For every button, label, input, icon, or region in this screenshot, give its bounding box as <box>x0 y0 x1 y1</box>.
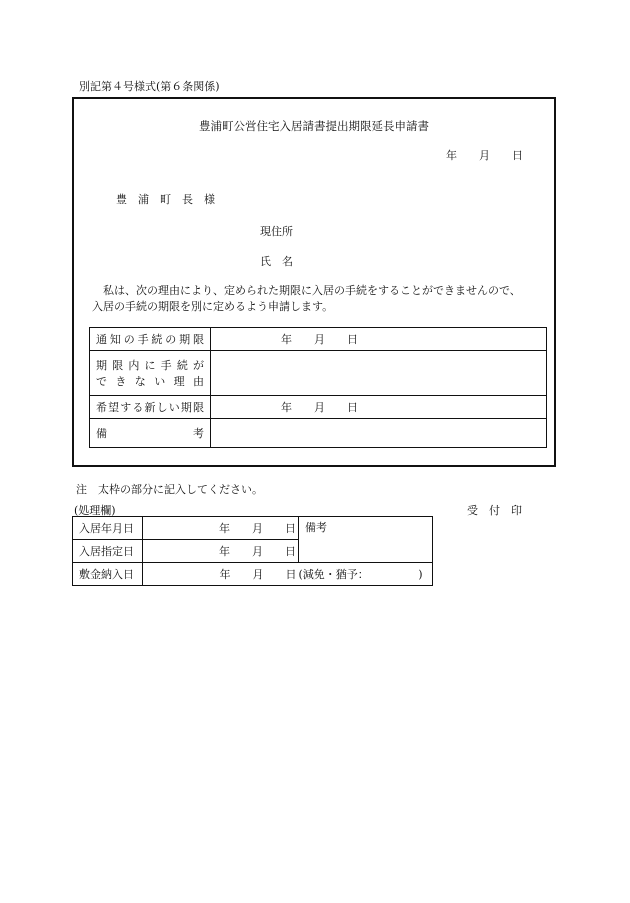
notice-deadline-field[interactable]: 年 月 日 <box>211 328 547 351</box>
deposit-date-field[interactable]: 年 月 日 <box>143 563 299 586</box>
name-label: 氏 名 <box>260 255 293 268</box>
table-row <box>73 517 433 540</box>
reception-stamp-label: 受 付 印 <box>467 504 522 517</box>
processing-remarks: 備考 <box>299 517 433 563</box>
notice-deadline-label: 通知の手続の期限 <box>90 328 211 351</box>
note-text: 注 太枠の部分に記入してください。 <box>76 483 263 496</box>
addressee: 豊 浦 町 長 様 <box>116 193 215 206</box>
application-frame <box>72 97 556 467</box>
address-label: 現住所 <box>260 225 293 238</box>
remarks-field[interactable] <box>211 419 547 448</box>
reason-label: 期限内に手続が できない理由 <box>90 351 211 396</box>
new-deadline-field[interactable]: 年 月 日 <box>211 396 547 419</box>
table-row <box>90 419 547 448</box>
body-line-2: 入居の手続の期限を別に定めるよう申請します。 <box>92 300 334 313</box>
remarks-label: 備 考 <box>90 419 211 448</box>
designated-date-label: 入居指定日 <box>73 540 143 563</box>
table-row <box>73 563 433 586</box>
processing-table <box>72 516 433 586</box>
deposit-date-label: 敷金納入日 <box>73 563 143 586</box>
date-line: 年 月 日 <box>446 149 523 162</box>
table-row <box>90 328 547 351</box>
form-title: 豊浦町公営住宅入居請書提出期限延長申請書 <box>199 119 429 133</box>
exemption-text: (減免・猶予： ) <box>299 563 433 586</box>
table-row <box>90 396 547 419</box>
processing-label: (処理欄) <box>74 504 116 517</box>
table-row <box>90 351 547 396</box>
designated-date-field[interactable]: 年 月 日 <box>143 540 299 563</box>
move-in-date-label: 入居年月日 <box>73 517 143 540</box>
body-line-1: 私は、次の理由により、定められた期限に入居の手続をすることができませんので、 <box>103 284 521 297</box>
application-table <box>89 327 547 448</box>
form-number: 別記第４号様式(第６条関係) <box>79 80 220 93</box>
move-in-date-field[interactable]: 年 月 日 <box>143 517 299 540</box>
new-deadline-label: 希望する新しい期限 <box>90 396 211 419</box>
reason-field[interactable] <box>211 351 547 396</box>
